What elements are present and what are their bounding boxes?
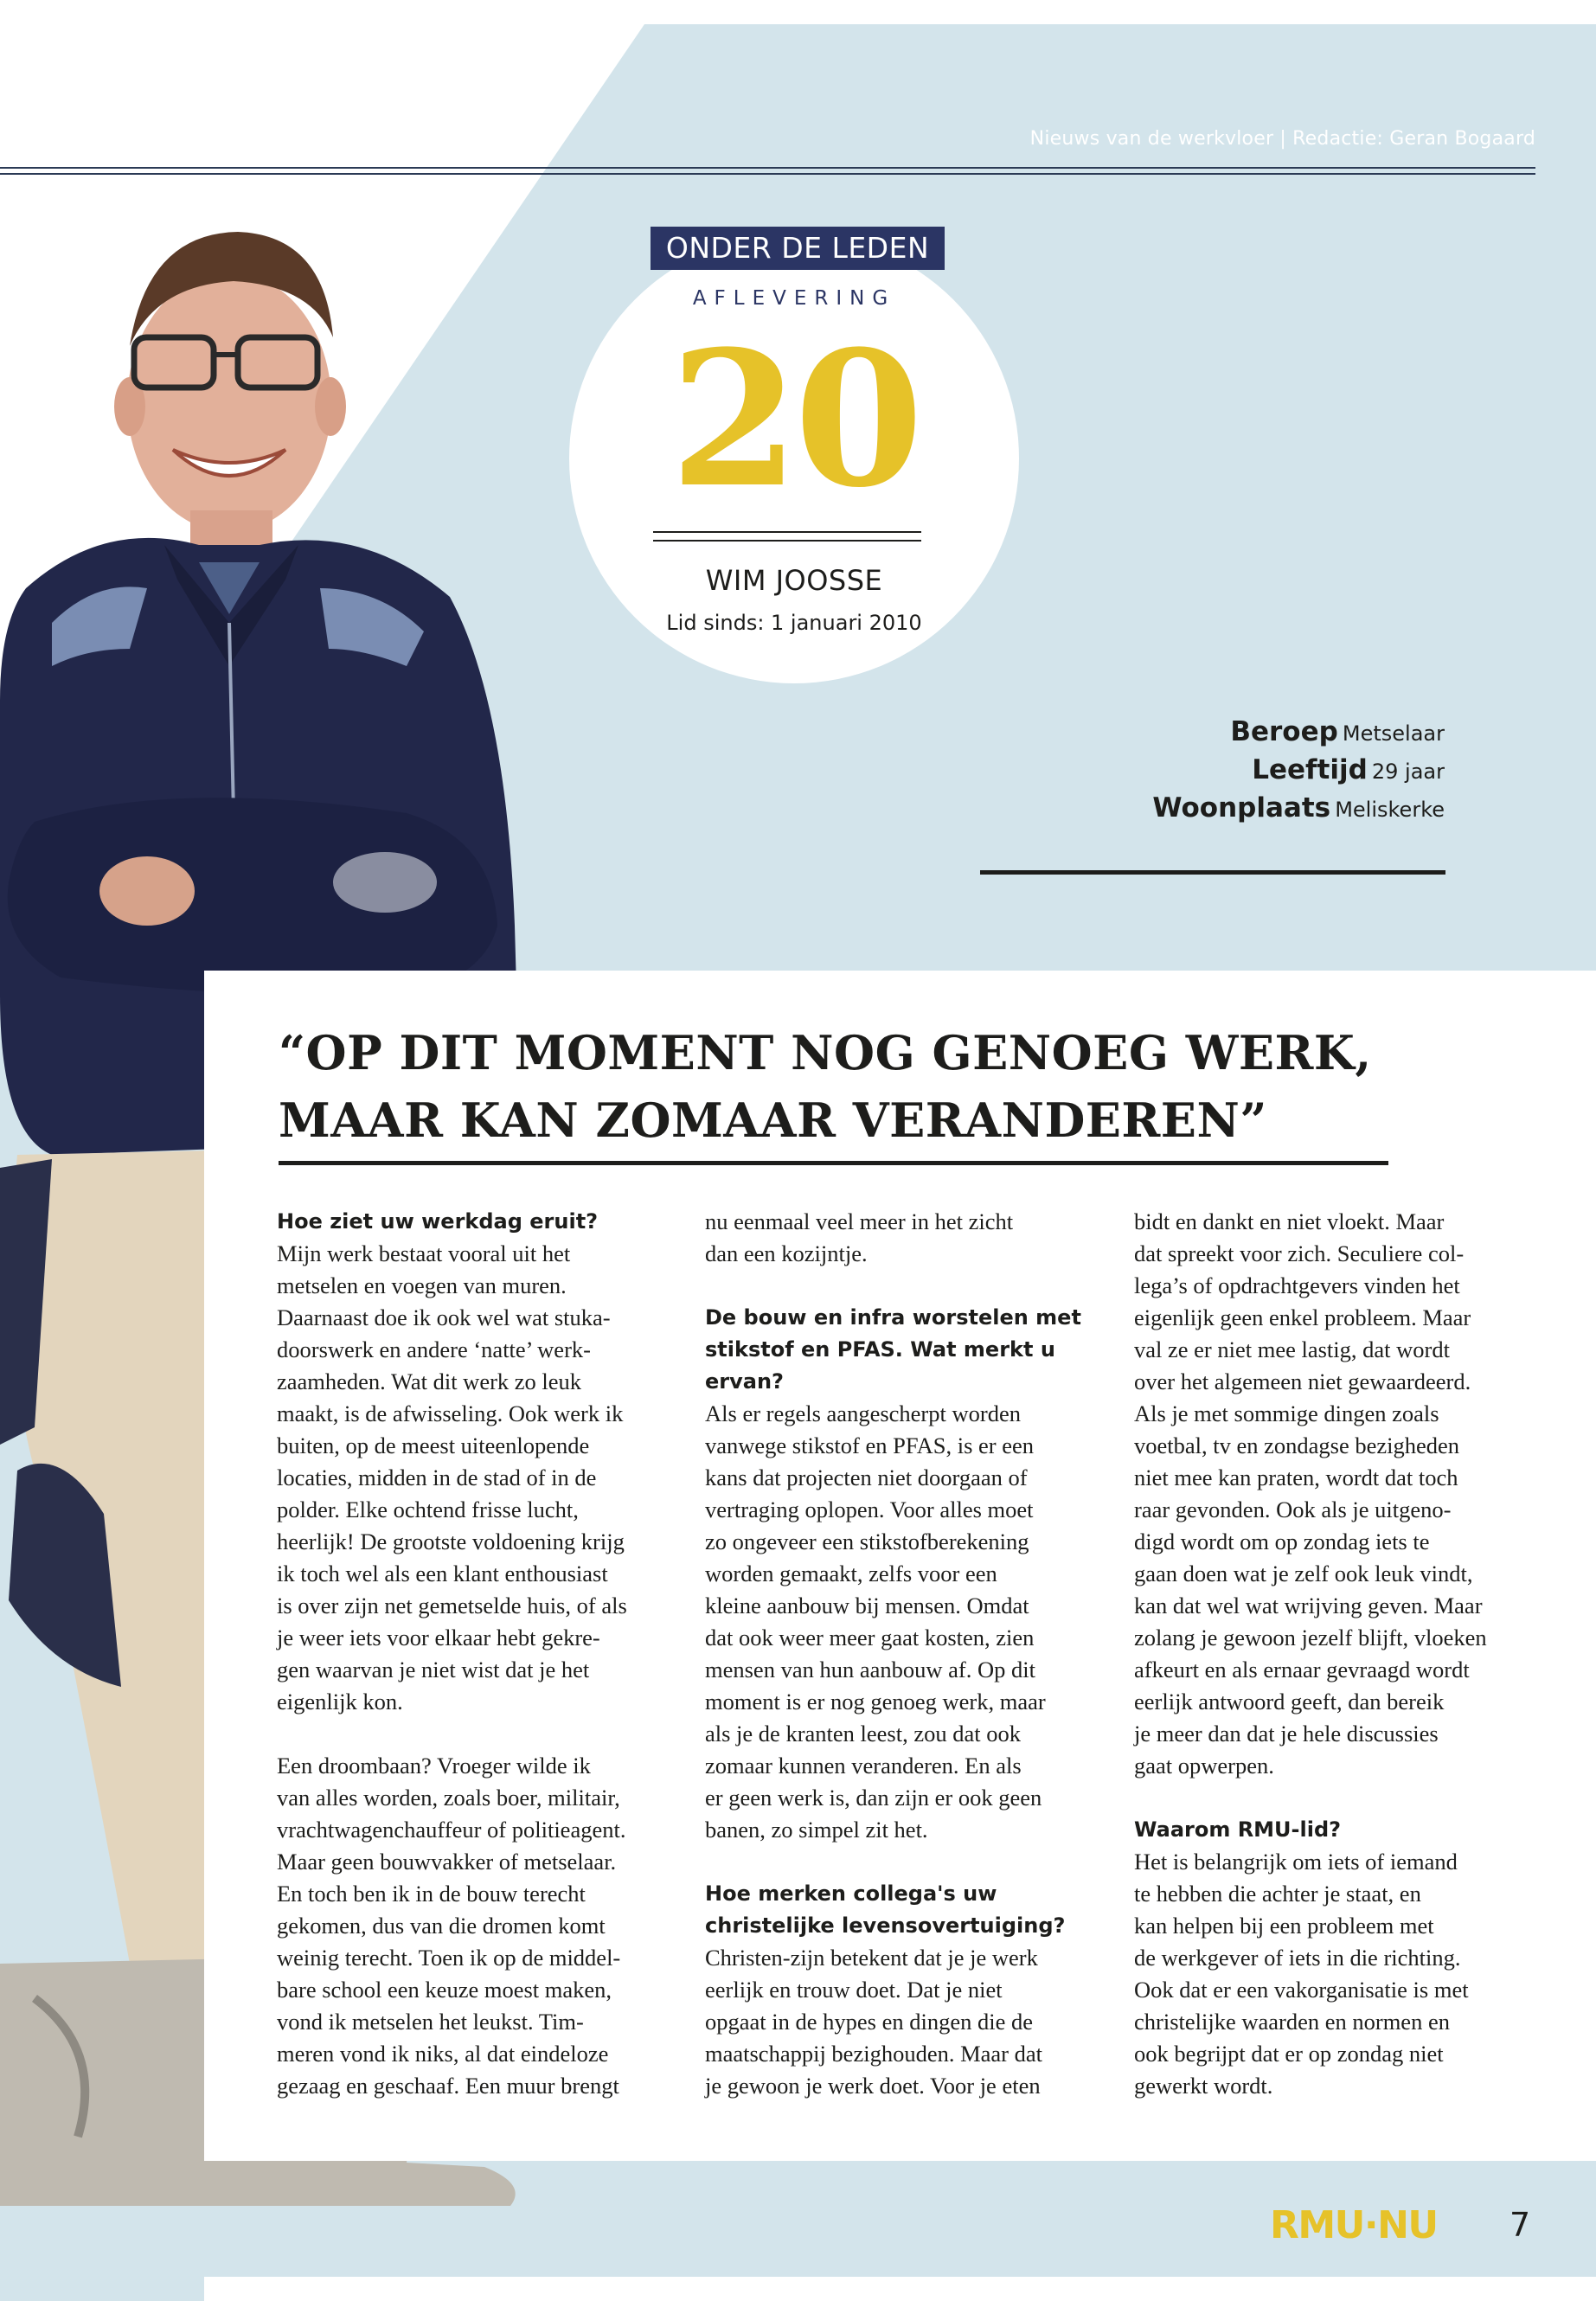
fact-value: 29 jaar [1371,760,1445,784]
body-line: van alles worden, zoals boer, militair, [277,1785,620,1811]
body-line: zolang je gewoon jezelf blijft, vloeken [1134,1625,1487,1650]
fact-age [1252,754,1445,785]
body-line: Mijn werk bestaat vooral uit het [277,1240,571,1266]
headline [279,1019,1403,1154]
body-line: vertraging oplopen. Voor alles moet [705,1497,1034,1522]
paragraph-gap [705,1270,1099,1302]
question-line: ervan? [705,1369,784,1394]
body-line: kan dat wel wat wrijving geven. Maar [1134,1593,1483,1618]
fact-label: Woonplaats [1152,792,1331,824]
question-line: christelijke levensovertuiging? [705,1913,1066,1938]
header-rule-top [0,167,1535,169]
body-line: mensen van hun aanbouw af. Op dit [705,1657,1035,1682]
body-line: eigenlijk geen enkel probleem. Maar [1134,1304,1471,1330]
article-column-3 [1134,1206,1529,2102]
body-line: maatschappij bezighouden. Maar dat [705,2041,1042,2067]
white-corner [0,0,644,24]
body-line: Ook dat er een vakorganisatie is met [1134,1977,1469,2003]
body-line: over het algemeen niet gewaardeerd. [1134,1368,1471,1394]
body-line: gezaag en geschaaf. Een muur brengt [277,2073,619,2099]
episode-label: AFLEVERING [692,287,896,310]
rmu-nu-logo: RMU·NU [1270,2203,1438,2247]
body-line: Christen-zijn betekent dat je je werk [705,1945,1038,1971]
header-text: Nieuws van de werkvloer | Redactie: Geran Bogaard [1029,128,1535,150]
question-line: stikstof en PFAS. Wat merkt u [705,1337,1055,1362]
body-line: gewerkt wordt. [1134,2073,1273,2099]
question-line: Hoe ziet uw werkdag eruit? [277,1209,599,1234]
paragraph-gap [705,1846,1099,1878]
body-line: eerlijk en trouw doet. Dat je niet [705,1977,1003,2003]
body-line: is over zijn net gemetselde huis, of als [277,1593,627,1618]
article-column-1 [277,1206,671,2102]
body-line: maakt, is de afwisseling. Ook werk ik [277,1400,624,1426]
page-number: 7 [1509,2206,1531,2244]
question-line: Hoe merken collega's uw [705,1881,997,1906]
body-line: bidt en dankt en niet vloekt. Maar [1134,1208,1445,1234]
body-line: voetbal, tv en zondagse bezigheden [1134,1433,1460,1458]
body-line: kleine aanbouw bij mensen. Omdat [705,1593,1029,1618]
body-line: zaamheden. Wat dit werk zo leuk [277,1368,582,1394]
paragraph-gap [1134,1782,1529,1814]
question-line: Waarom RMU-lid? [1134,1817,1342,1842]
body-line: gaat opwerpen. [1134,1753,1274,1779]
body-line: gekomen, dus van die dromen komt [277,1913,606,1939]
body-line: vrachtwagenchauffeur of politieagent. [277,1817,626,1843]
body-line: heerlijk! De grootste voldoening krijg [277,1529,625,1554]
fact-value: Meliskerke [1335,798,1445,822]
body-line: christelijke waarden en normen en [1134,2009,1450,2035]
body-line: dat ook weer meer gaat kosten, zien [705,1625,1035,1650]
headline-line-2: MAAR KAN ZOMAAR VERANDEREN” [279,1093,1267,1148]
body-line: Het is belangrijk om iets of iemand [1134,1849,1458,1875]
badge-divider-top [653,531,921,533]
body-line: En toch ben ik in de bouw terecht [277,1881,586,1907]
body-line: eerlijk antwoord geeft, dan bereik [1134,1689,1445,1715]
series-title: ONDER DE LEDEN [651,227,945,270]
body-line: zomaar kunnen veranderen. En als [705,1753,1022,1779]
header-rule-bottom [0,173,1535,175]
member-since: Lid sinds: 1 januari 2010 [666,611,922,635]
body-line: ik toch wel als een klant enthousiast [277,1561,608,1586]
body-line: afkeurt en als ernaar gevraagd wordt [1134,1657,1470,1682]
body-line: Een droombaan? Vroeger wilde ik [277,1753,591,1779]
body-line: digd wordt om op zondag iets te [1134,1529,1430,1554]
body-line: opgaat in de hypes en dingen die de [705,2009,1033,2035]
body-line: je gewoon je werk doet. Voor je eten [705,2073,1041,2099]
body-line: kan helpen bij een probleem met [1134,1913,1434,1939]
paragraph-gap [277,1718,671,1750]
member-name: WIM JOOSSE [705,564,883,597]
body-line: de werkgever of iets in die richting. [1134,1945,1461,1971]
fact-value: Metselaar [1342,721,1445,746]
body-line: niet mee kan praten, wordt dat toch [1134,1465,1458,1490]
body-line: locaties, midden in de stad of in de [277,1465,597,1490]
plaster-stain [333,852,437,913]
episode-number: 20 [670,310,919,529]
body-line: metselen en voegen van muren. [277,1272,567,1298]
body-line: gen waarvan je niet wist dat je het [277,1657,590,1682]
body-line: Als je met sommige dingen zoals [1134,1400,1439,1426]
body-line: worden gemaakt, zelfs voor een [705,1561,997,1586]
body-line: er geen werk is, dan zijn er ook geen [705,1785,1042,1811]
body-line: polder. Elke ochtend frisse lucht, [277,1497,579,1522]
facts-rule [980,870,1445,875]
body-line: dat spreekt voor zich. Seculiere col- [1134,1240,1465,1266]
body-line: bare school een keuze moest maken, [277,1977,612,2003]
body-line: te hebben die achter je staat, en [1134,1881,1421,1907]
fact-occupation [1230,716,1445,747]
headline-rule [279,1161,1388,1165]
body-line: vond ik metselen het leukst. Tim- [277,2009,584,2035]
body-line: buiten, op de meest uiteenlopende [277,1433,590,1458]
question-line: De bouw en infra worstelen met [705,1305,1081,1330]
body-line: Als er regels aangescherpt worden [705,1400,1021,1426]
fact-label: Leeftijd [1252,754,1368,785]
body-line: moment is er nog genoeg werk, maar [705,1689,1046,1715]
badge-divider-bottom [653,540,921,542]
headline-line-1: “OP DIT MOMENT NOG GENOEG WERK, [279,1025,1372,1080]
fact-label: Beroep [1230,716,1338,747]
body-line: je meer dan dat je hele discussies [1134,1721,1439,1747]
body-line: vanwege stikstof en PFAS, is er een [705,1433,1035,1458]
body-line: raar gevonden. Ook als je uitgeno- [1134,1497,1452,1522]
body-line: banen, zo simpel zit het. [705,1817,928,1843]
hand [99,856,195,926]
body-line: nu eenmaal veel meer in het zicht [705,1208,1014,1234]
body-line: zo ongeveer een stikstofberekening [705,1529,1029,1554]
body-line: weinig terecht. Toen ik op de middel- [277,1945,621,1971]
body-line: Maar geen bouwvakker of metselaar. [277,1849,617,1875]
body-line: kans dat projecten niet doorgaan of [705,1465,1028,1490]
face [127,272,331,532]
body-line: gaan doen wat je zelf ook leuk vindt, [1134,1561,1473,1586]
body-line: doorswerk en andere ‘natte’ werk- [277,1336,591,1362]
article-column-2 [705,1206,1099,2102]
body-line: meren vond ik niks, al dat eindeloze [277,2041,609,2067]
body-line: je weer iets voor elkaar hebt gekre- [277,1625,600,1650]
body-line: ook begrijpt dat er op zondag niet [1134,2041,1444,2067]
body-line: eigenlijk kon. [277,1689,403,1715]
body-line: Daarnaast doe ik ook wel wat stuka- [277,1304,611,1330]
fact-residence [1152,792,1445,824]
body-line: lega’s of opdrachtgevers vinden het [1134,1272,1460,1298]
body-line: als je de kranten leest, zou dat ook [705,1721,1021,1747]
body-line: dan een kozijntje. [705,1240,868,1266]
body-line: val ze er niet mee lastig, dat wordt [1134,1336,1450,1362]
